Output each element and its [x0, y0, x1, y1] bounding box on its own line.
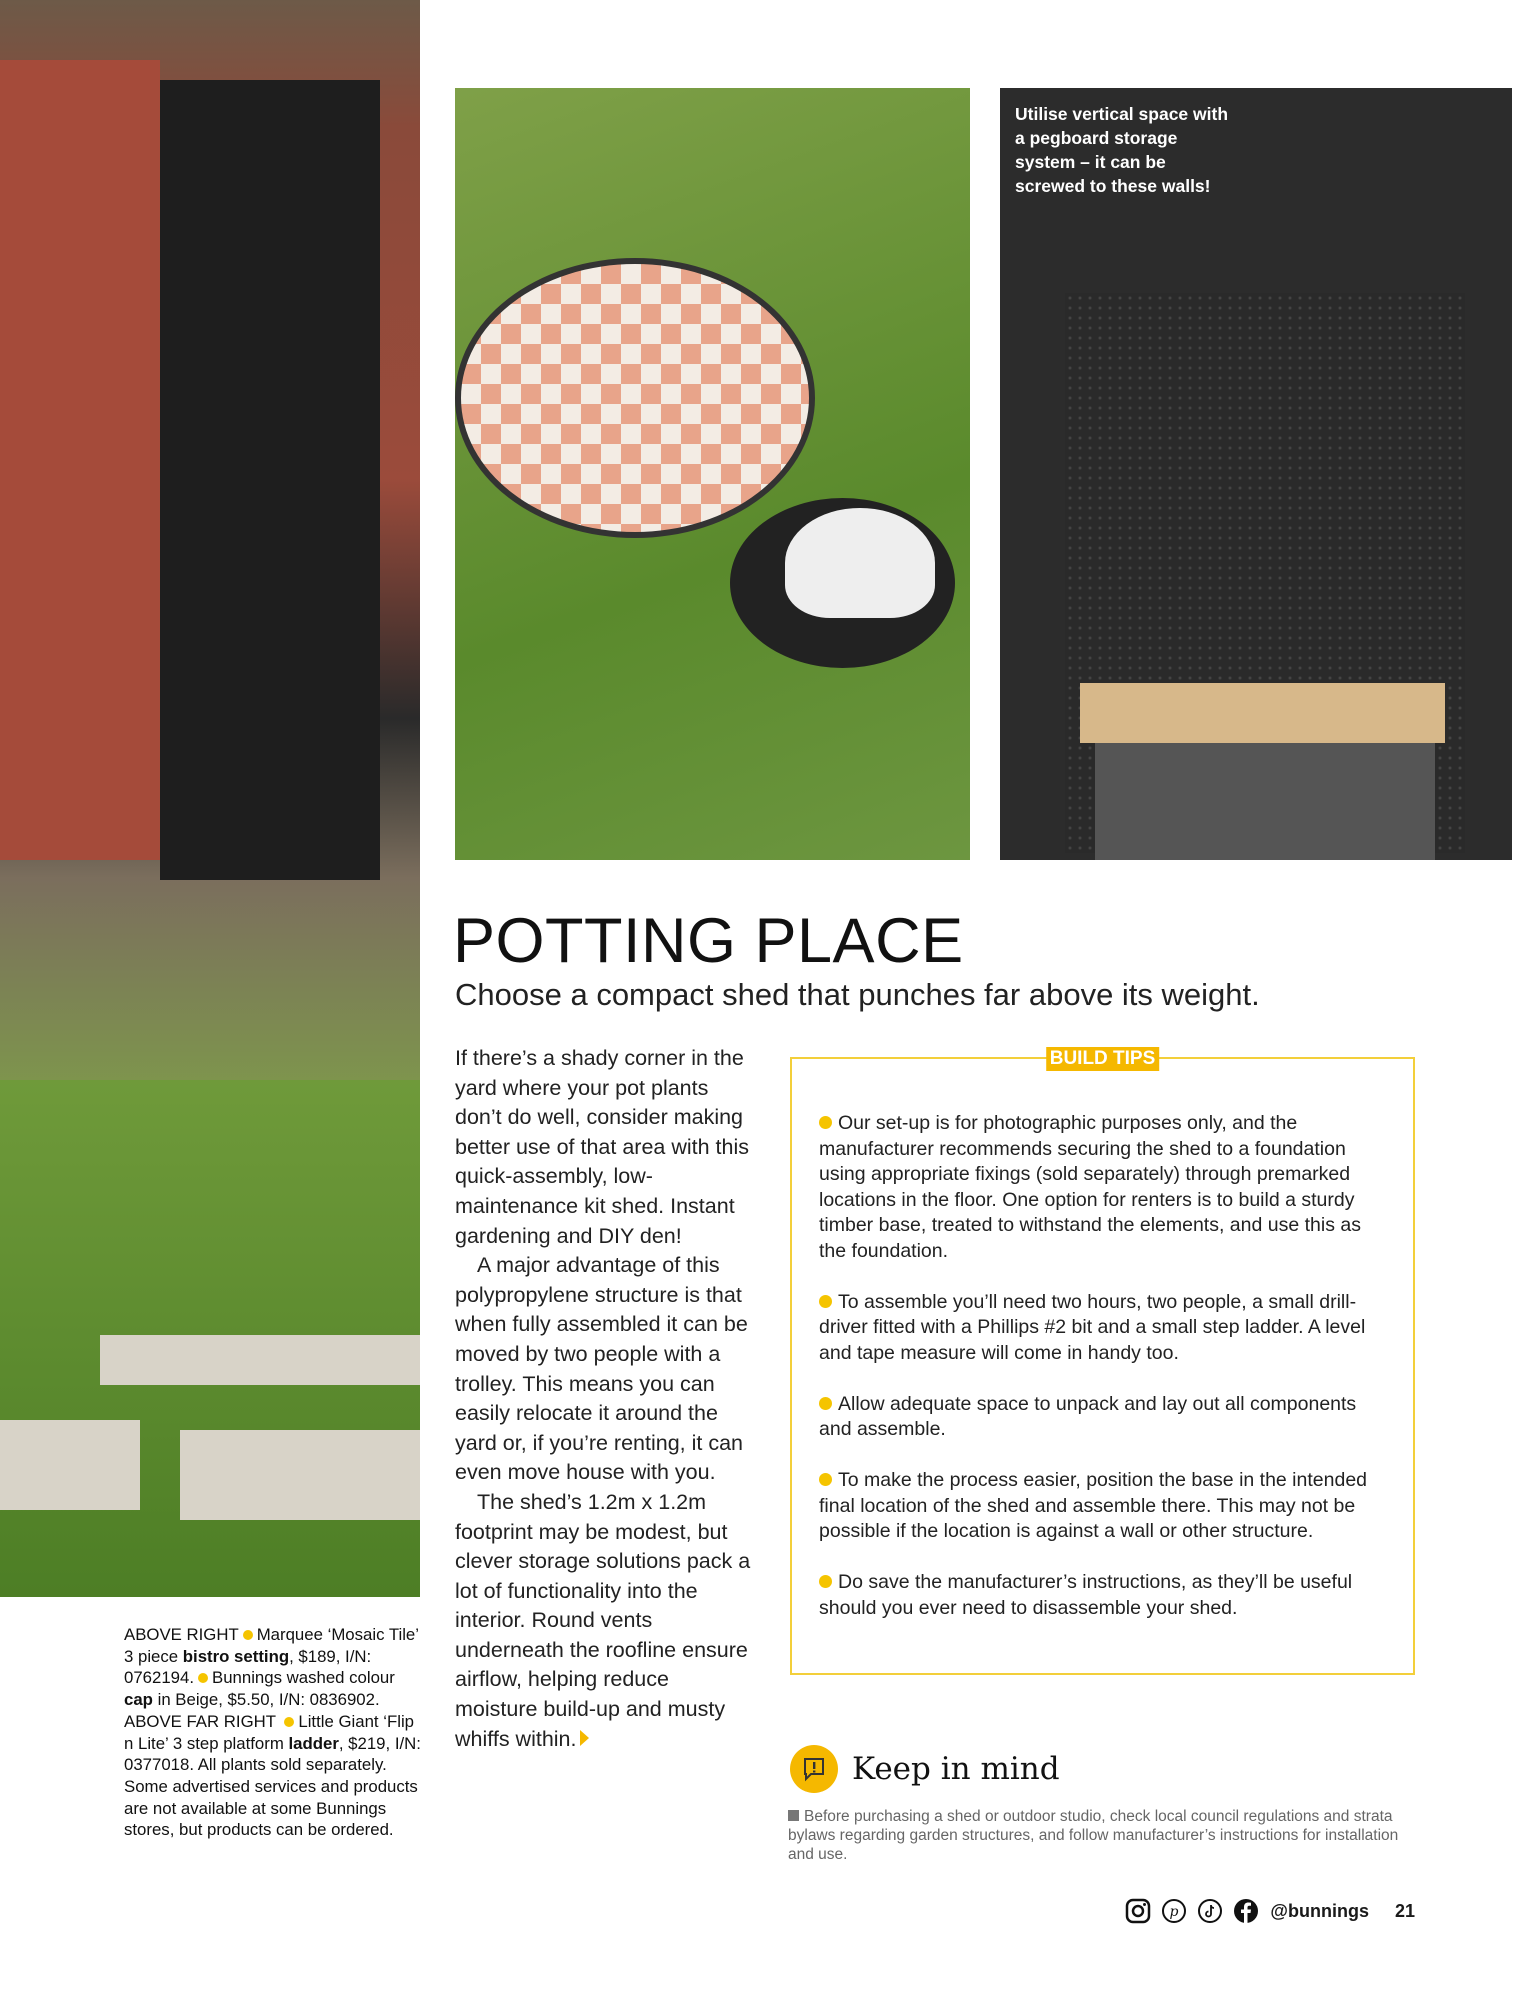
tip-text: Allow adequate space to unpack and lay out all components and assemble.: [819, 1392, 1357, 1440]
keep-in-mind-title: Keep in mind: [852, 1751, 1060, 1787]
bunnings-cap: [785, 508, 935, 618]
tip-text: To assemble you’ll need two hours, two people, a small drill-driver fitted with a Phillips #2 bit and a small step ladder. A level and tape measure will come in handy too.: [819, 1290, 1366, 1364]
tip-text: Our set-up is for photographic purposes only, and the manufacturer recommends securing the shed to a foundation using appropriate fixings (sold separately) through premarked locations in the floor. One option for renters is to build a sturdy timber base, treated to withstand the elements, and use this as the foundation.: [819, 1112, 1361, 1262]
bullet-icon: [819, 1116, 832, 1129]
product-caption: [124, 1624, 424, 1841]
brick-wall: [0, 60, 160, 860]
bullet-icon: [243, 1630, 253, 1640]
caption-label: ABOVE FAR RIGHT: [124, 1711, 276, 1731]
keep-in-mind-header: [790, 1745, 1060, 1793]
build-tips-list: [792, 1059, 1413, 1621]
tiktok-icon[interactable]: [1196, 1897, 1224, 1925]
page-number: 21: [1394, 1900, 1415, 1921]
article-body: [455, 1044, 755, 1754]
body-paragraph: [455, 1488, 755, 1754]
page-subtitle: Choose a compact shed that punches far above its weight.: [455, 977, 1260, 1012]
instagram-icon[interactable]: [1124, 1897, 1152, 1925]
photo-caption: Utilise vertical space with a pegboard storage system – it can be screwed to these walls!: [1015, 104, 1229, 196]
bullet-icon: [198, 1673, 208, 1683]
list-item: [819, 1392, 1393, 1443]
list-item: [819, 1468, 1393, 1545]
photo-shed-pegboard: [1000, 88, 1512, 860]
build-tips-label: BUILD TIPS: [1046, 1047, 1160, 1071]
photo-mosaic-bistro-table: [455, 88, 970, 860]
workbench: [1080, 683, 1445, 743]
tool-drawers: [1095, 743, 1435, 860]
caption-text: in Beige, $5.50, I/N: 0836902.: [152, 1690, 380, 1710]
paver: [100, 1335, 420, 1385]
bullet-icon: [819, 1397, 832, 1410]
paver: [180, 1430, 420, 1520]
body-paragraph-text: The shed’s 1.2m x 1.2m footprint may be modest, but clever storage solutions pack a lot of functionality into the interior. Round vents underneath the roofline ensure airflow, helping reduce moisture build-up and musty whiffs within.: [455, 1489, 751, 1751]
page-title: POTTING PLACE: [453, 906, 964, 976]
caption-text: Bunnings washed colour: [212, 1668, 395, 1688]
list-item: [819, 1570, 1393, 1621]
caption-product: ladder: [288, 1733, 339, 1753]
bullet-icon: [819, 1295, 832, 1308]
dark-doorway: [160, 80, 380, 880]
list-item: [819, 1290, 1393, 1367]
keep-in-mind-text: [788, 1807, 1408, 1864]
bullet-icon: [819, 1473, 832, 1486]
paver: [0, 1420, 140, 1510]
bullet-icon: [284, 1717, 294, 1727]
facebook-icon[interactable]: [1232, 1897, 1260, 1925]
svg-text:p: p: [1169, 1904, 1179, 1920]
caption-disclaimer: All plants sold separately. Some advertised services and products are not available at some Bunnings stores, but products can be ordered.: [124, 1755, 418, 1840]
mosaic-table: [455, 258, 815, 538]
build-tips-box: [790, 1048, 1415, 1675]
alert-speech-bubble-icon: [790, 1745, 838, 1793]
caption-text: Little Giant ‘Flip n Lite’ 3 step platform: [124, 1711, 415, 1753]
caption-text: Marquee ‘Mosaic Tile’ 3 piece: [124, 1625, 419, 1666]
pinterest-icon[interactable]: [1160, 1897, 1188, 1925]
square-bullet-icon: [788, 1810, 799, 1821]
caption-label: ABOVE RIGHT: [124, 1625, 239, 1644]
caption-text: , $219, I/N: 0377018.: [124, 1733, 421, 1775]
caption-text: , $189, I/N: 0762194.: [124, 1646, 372, 1688]
body-paragraph: If there’s a shady corner in the yard where your pot plants don’t do well, consider making better use of that area with this quick-assembly, low-maintenance kit shed. Instant gardening and DIY den!: [455, 1046, 749, 1248]
tip-text: Do save the manufacturer’s instructions, as they’ll be useful should you ever need to disassemble your shed.: [819, 1571, 1353, 1619]
keep-in-mind-body: Before purchasing a shed or outdoor studio, check local council regulations and strata bylaws regarding garden structures, and follow manufacturer’s instructions for installation and use.: [788, 1808, 1399, 1863]
tip-text: To make the process easier, position the base in the intended final location of the shed and assemble there. This may not be possible if the location is against a wall or other structure.: [819, 1469, 1368, 1542]
social-handle: @bunnings: [1270, 1900, 1369, 1921]
caption-product: cap: [124, 1690, 153, 1710]
photo-bistro-setting-wide: [0, 0, 420, 1597]
list-item: [819, 1111, 1393, 1264]
caption-product: bistro setting: [182, 1646, 290, 1666]
page-footer: [1124, 1897, 1415, 1925]
bullet-icon: [819, 1575, 832, 1588]
continue-arrow-icon: [580, 1730, 589, 1746]
body-paragraph: A major advantage of this polypropylene structure is that when fully assembled it can be moved by two people with a trolley. This means you can easily relocate it around the yard or, if you’re renting, it can even move house with you.: [455, 1253, 748, 1485]
